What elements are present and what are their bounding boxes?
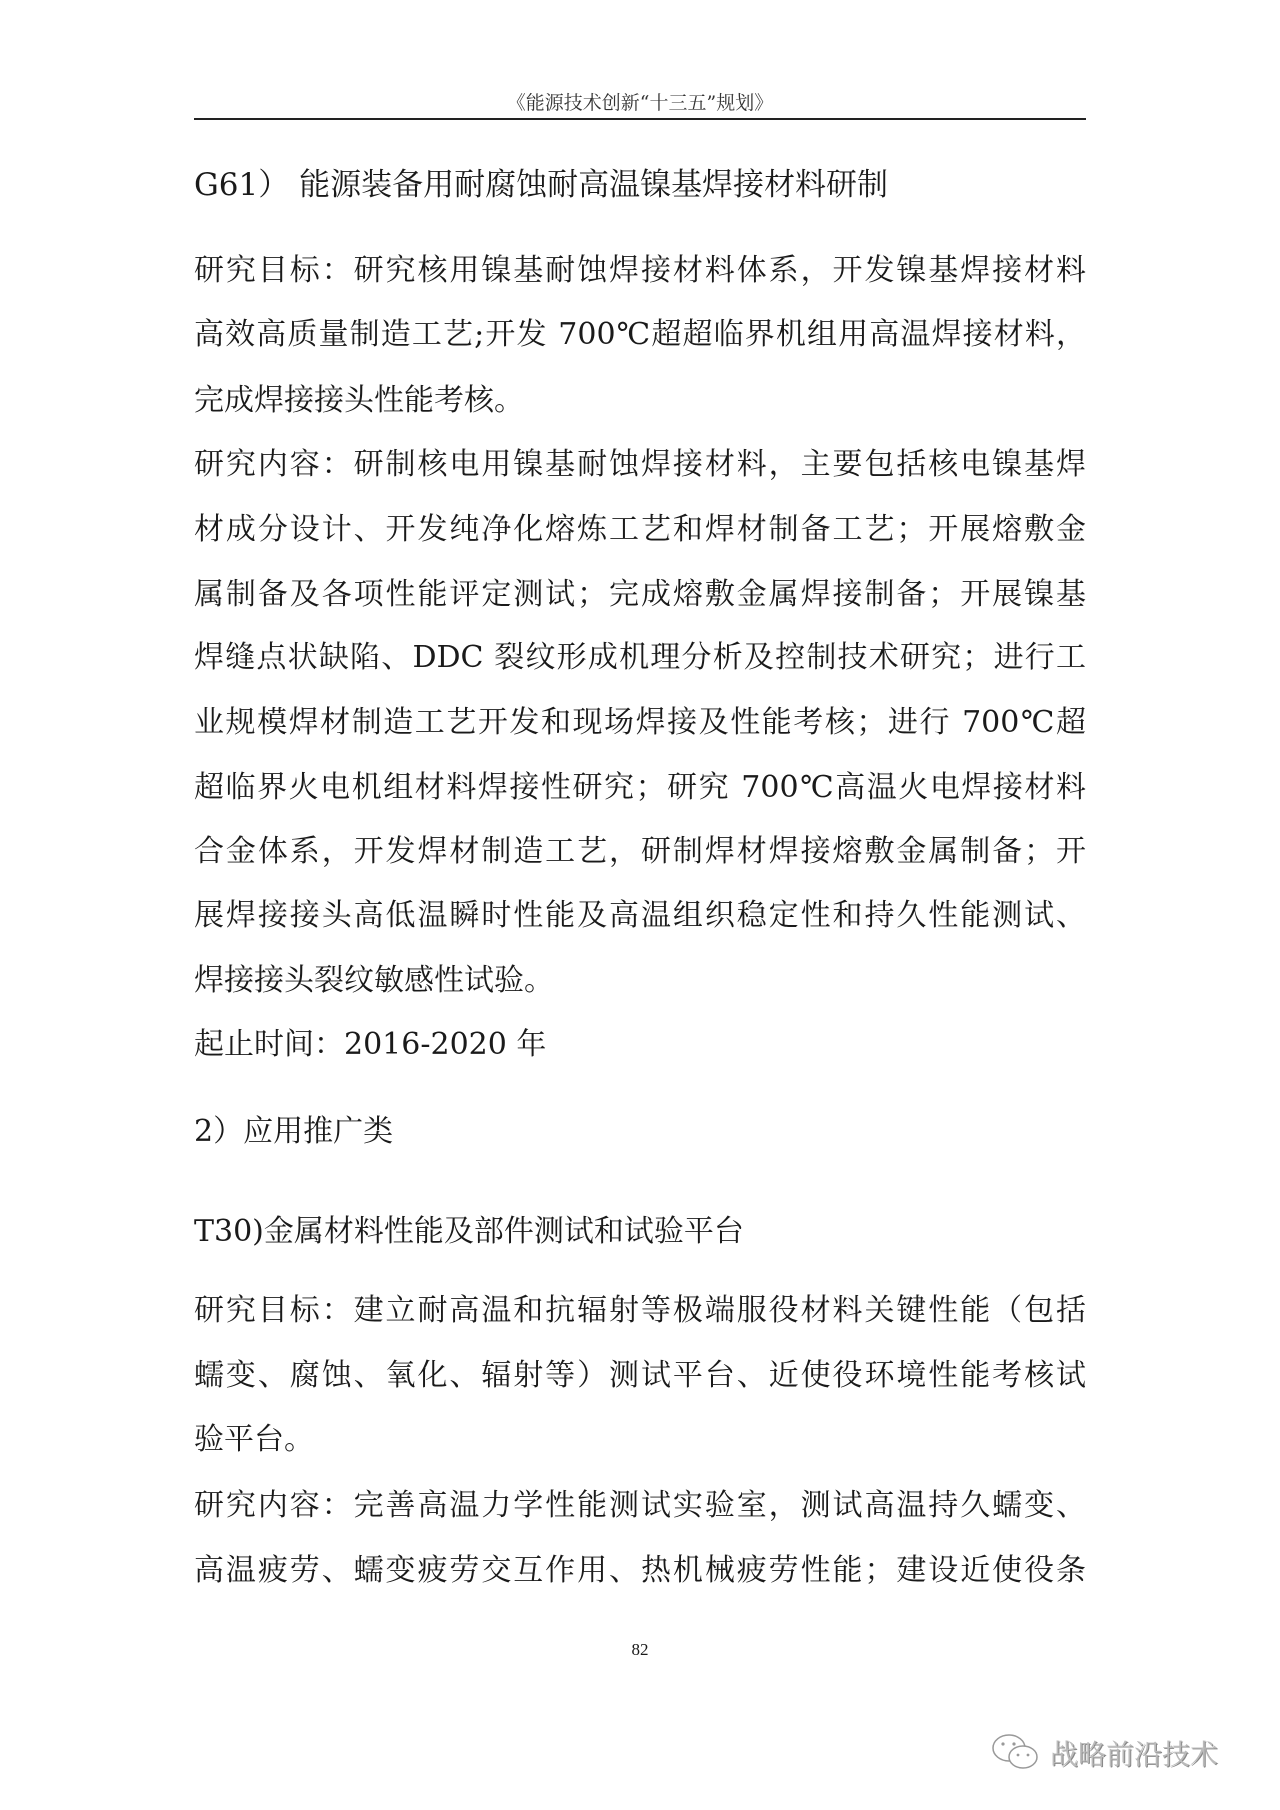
text-line: 合金体系，开发焊材制造工艺，研制焊材焊接熔敷金属制备；开 (194, 834, 1086, 869)
text-line: 材成分设计、开发纯净化熔炼工艺和焊材制备工艺；开展熔敷金 (194, 512, 1086, 547)
text-line: 验平台。 (194, 1422, 314, 1457)
header-rule (194, 118, 1086, 120)
text-line: 高温疲劳、蠕变疲劳交互作用、热机械疲劳性能；建设近使役条 (194, 1553, 1086, 1588)
text-line: 完成焊接接头性能考核。 (194, 383, 524, 418)
text-line: 超临界火电机组材料焊接性研究；研究 700℃高温火电焊接材料 (194, 770, 1086, 805)
text-line: 焊接接头裂纹敏感性试验。 (194, 963, 554, 998)
text-line: 业规模焊材制造工艺开发和现场焊接及性能考核；进行 700℃超 (194, 705, 1086, 740)
wechat-icon (990, 1732, 1042, 1774)
section-title-g61: G61） 能源装备用耐腐蚀耐高温镍基焊接材料研制 (194, 167, 889, 203)
text-line: 焊缝点状缺陷、DDC 裂纹形成机理分析及控制技术研究；进行工 (194, 640, 1086, 675)
watermark-text: 战略前沿技术 (1050, 1738, 1219, 1771)
section-title-t30: T30)金属材料性能及部件测试和试验平台 (194, 1214, 744, 1249)
text-line: 蠕变、腐蚀、氧化、辐射等）测试平台、近使役环境性能考核试 (194, 1358, 1086, 1393)
text-line: 属制备及各项性能评定测试；完成熔敷金属焊接制备；开展镍基 (194, 577, 1086, 612)
text-line: 研究目标：研究核用镍基耐蚀焊接材料体系，开发镍基焊接材料 (194, 253, 1086, 288)
period-line: 起止时间：2016-2020 年 (194, 1027, 547, 1062)
text-line: 研究内容：研制核电用镍基耐蚀焊接材料，主要包括核电镍基焊 (194, 447, 1086, 482)
running-header: 《能源技术创新“十三五”规划》 (506, 92, 774, 114)
category-heading: 2）应用推广类 (194, 1114, 394, 1149)
text-line: 高效高质量制造工艺;开发 700℃超超临界机组用高温焊接材料， (194, 317, 1086, 352)
text-line: 展焊接接头高低温瞬时性能及高温组织稳定性和持久性能测试、 (194, 898, 1086, 933)
text-line: 研究内容：完善高温力学性能测试实验室，测试高温持久蠕变、 (194, 1488, 1086, 1523)
text-line: 研究目标：建立耐高温和抗辐射等极端服役材料关键性能（包括 (194, 1293, 1086, 1328)
watermark (990, 1732, 1218, 1774)
page-number: 82 (631, 1640, 649, 1659)
